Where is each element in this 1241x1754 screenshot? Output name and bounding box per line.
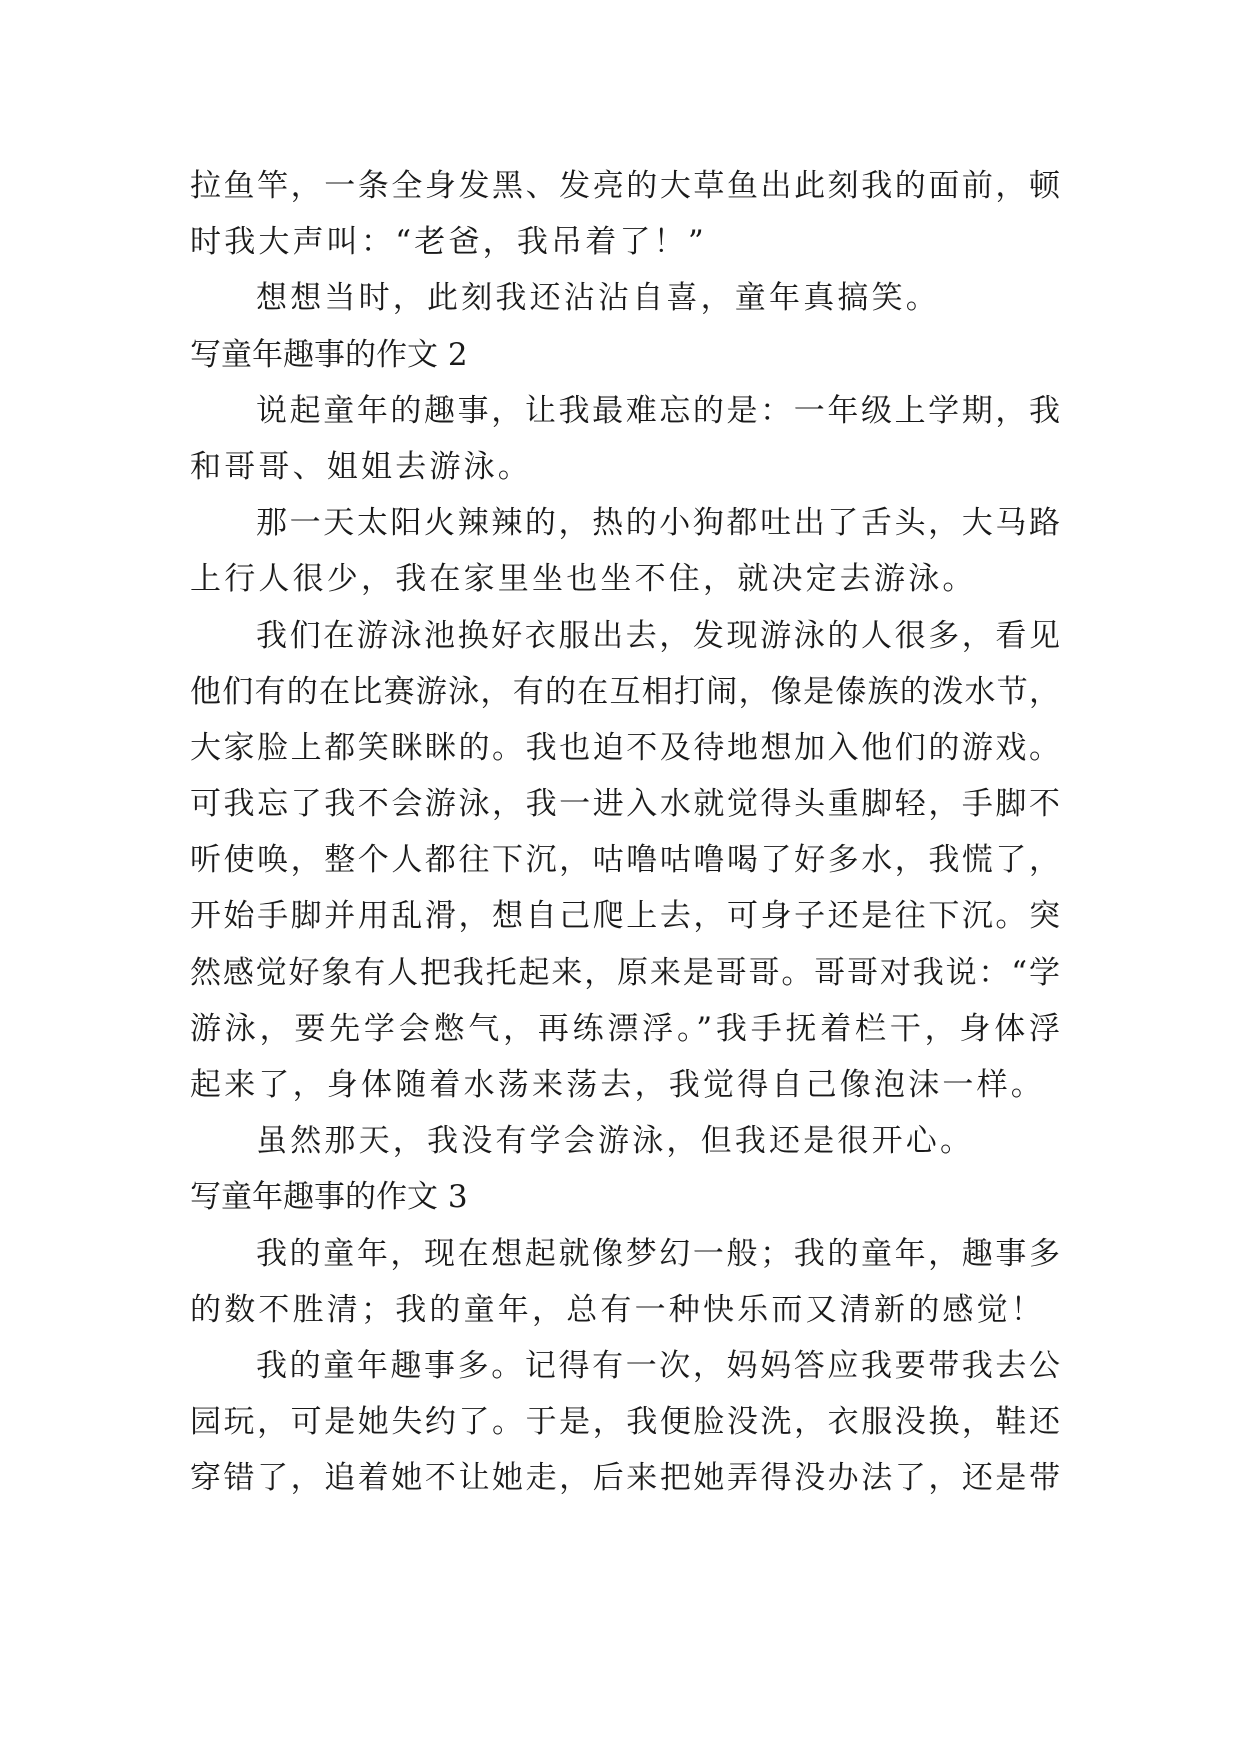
text-line: 听使唤，整个人都往下沉，咕噜咕噜喝了好多水，我慌了， xyxy=(190,842,1060,879)
text-line: 时我大声叫：“老爸，我吊着了！” xyxy=(190,224,707,261)
text-line: 说起童年的趣事，让我最难忘的是：一年级上学期，我 xyxy=(256,392,1060,429)
text-line: 起来了，身体随着水荡来荡去，我觉得自己像泡沫一样。 xyxy=(190,1067,1045,1103)
text-line: 穿错了，追着她不让她走，后来把她弄得没办法了，还是带 xyxy=(190,1460,1060,1497)
text-line: 我的童年趣事多。记得有一次，妈妈答应我要带我去公 xyxy=(256,1347,1060,1384)
text-line: 可我忘了我不会游泳，我一进入水就觉得头重脚轻，手脚不 xyxy=(190,786,1060,823)
text-line: 他们有的在比赛游泳，有的在互相打闹，像是傣族的泼水节， xyxy=(190,673,1060,710)
text-line: 我们在游泳池换好衣服出去，发现游泳的人很多，看见 xyxy=(256,617,1060,654)
text-line: 想想当时，此刻我还沾沾自喜，童年真搞笑。 xyxy=(256,280,940,317)
text-line: 和哥哥、姐姐去游泳。 xyxy=(190,448,532,485)
section-heading: 写童年趣事的作文 2 xyxy=(190,336,468,373)
text-line: 园玩，可是她失约了。于是，我便脸没洗，衣服没换，鞋还 xyxy=(190,1404,1060,1441)
text-line: 那一天太阳火辣辣的，热的小狗都吐出了舌头，大马路 xyxy=(256,505,1060,542)
section-heading: 写童年趣事的作文 3 xyxy=(190,1179,468,1216)
text-line: 上行人很少，我在家里坐也坐不住，就决定去游泳。 xyxy=(190,561,977,598)
document-body xyxy=(190,158,1060,1507)
text-line: 拉鱼竿，一条全身发黑、发亮的大草鱼出此刻我的面前，顿 xyxy=(190,168,1060,204)
text-line: 我的童年，现在想起就像梦幻一般；我的童年，趣事多 xyxy=(256,1235,1060,1272)
text-line: 的数不胜清；我的童年，总有一种快乐而又清新的感觉！ xyxy=(190,1291,1045,1328)
text-line: 虽然那天，我没有学会游泳，但我还是很开心。 xyxy=(256,1123,975,1160)
text-line: 然感觉好象有人把我托起来，原来是哥哥。哥哥对我说：“学 xyxy=(190,954,1060,991)
text-line: 大家脸上都笑眯眯的。我也迫不及待地想加入他们的游戏。 xyxy=(190,729,1060,766)
text-line: 游泳，要先学会憋气，再练漂浮。”我手抚着栏干，身体浮 xyxy=(190,1010,1060,1047)
text-line: 开始手脚并用乱滑，想自己爬上去，可身子还是往下沉。突 xyxy=(190,898,1060,935)
